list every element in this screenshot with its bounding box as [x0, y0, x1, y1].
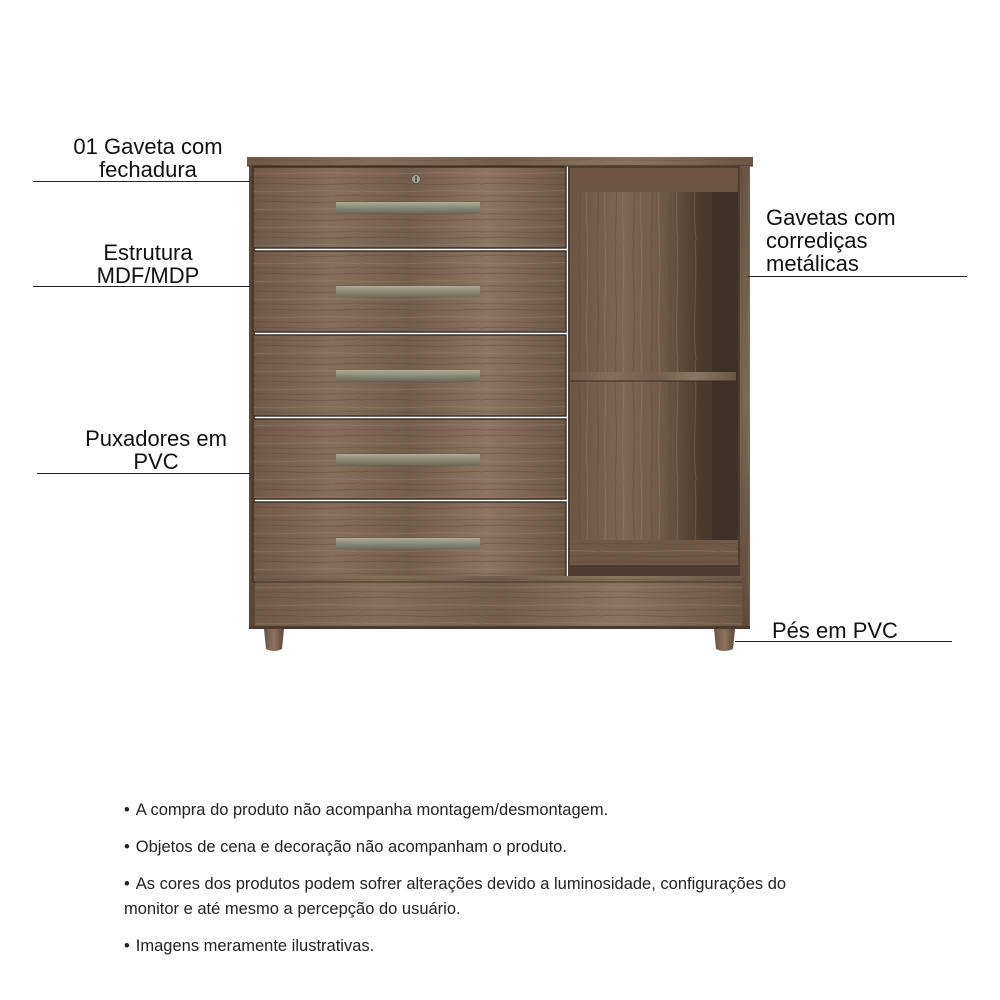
- callout-text: Pés em PVC: [772, 618, 898, 643]
- bullet-icon: •: [124, 838, 130, 856]
- note-text: Objetos de cena e decoração não acompanham o produto.: [135, 838, 567, 856]
- callout-text: Puxadores em: [85, 426, 227, 451]
- callout-feet: [772, 619, 898, 642]
- callout-line: [735, 641, 952, 642]
- drawer-handle: [336, 202, 480, 213]
- callout-text: fechadura: [99, 157, 197, 182]
- callout-text: Estrutura: [103, 240, 193, 265]
- note-text: A compra do produto não acompanha montagem/desmontagem.: [135, 801, 609, 819]
- callout-handles: [74, 427, 238, 473]
- drawer-handle: [336, 370, 480, 381]
- callout-line: [37, 473, 251, 474]
- callout-text: 01 Gaveta com: [73, 134, 223, 159]
- drawer-4: [253, 419, 566, 499]
- drawer-5: [253, 502, 566, 582]
- bullet-icon: •: [124, 801, 130, 819]
- disclaimer-notes: [124, 798, 904, 971]
- drawer-handle: [336, 286, 480, 297]
- callout-line: [33, 181, 251, 182]
- callout-structure: [92, 241, 204, 287]
- callout-line: [748, 276, 967, 277]
- callout-text: corrediças: [766, 228, 868, 253]
- drawer-1: [253, 167, 566, 248]
- bullet-icon: •: [124, 875, 130, 893]
- foot-left: [264, 629, 284, 651]
- callout-lock-drawer: [64, 135, 232, 181]
- note-text: Imagens meramente ilustrativas.: [135, 937, 375, 955]
- callout-text: metálicas: [766, 251, 859, 276]
- drawer-2: [253, 251, 566, 332]
- note-item: [124, 872, 904, 922]
- note-item: [124, 835, 904, 860]
- bullet-icon: •: [124, 937, 130, 955]
- callout-text: MDF/MDP: [96, 263, 200, 288]
- callout-text: Gavetas com: [766, 205, 896, 230]
- drawer-handle: [336, 538, 480, 549]
- note-item: [124, 798, 904, 823]
- foot-right: [714, 629, 735, 651]
- drawer-3: [253, 335, 566, 416]
- note-text: As cores dos produtos podem sofrer alterações devido a luminosidade, configurações do: [135, 875, 787, 893]
- note-item: [124, 934, 904, 959]
- callout-line: [33, 286, 251, 287]
- callout-slides: [766, 206, 896, 275]
- drawer-handle: [336, 454, 480, 465]
- callout-text: PVC: [133, 449, 179, 474]
- shelf: [570, 372, 736, 381]
- note-text-continued: monitor e até mesmo a percepção do usuário.: [124, 900, 461, 918]
